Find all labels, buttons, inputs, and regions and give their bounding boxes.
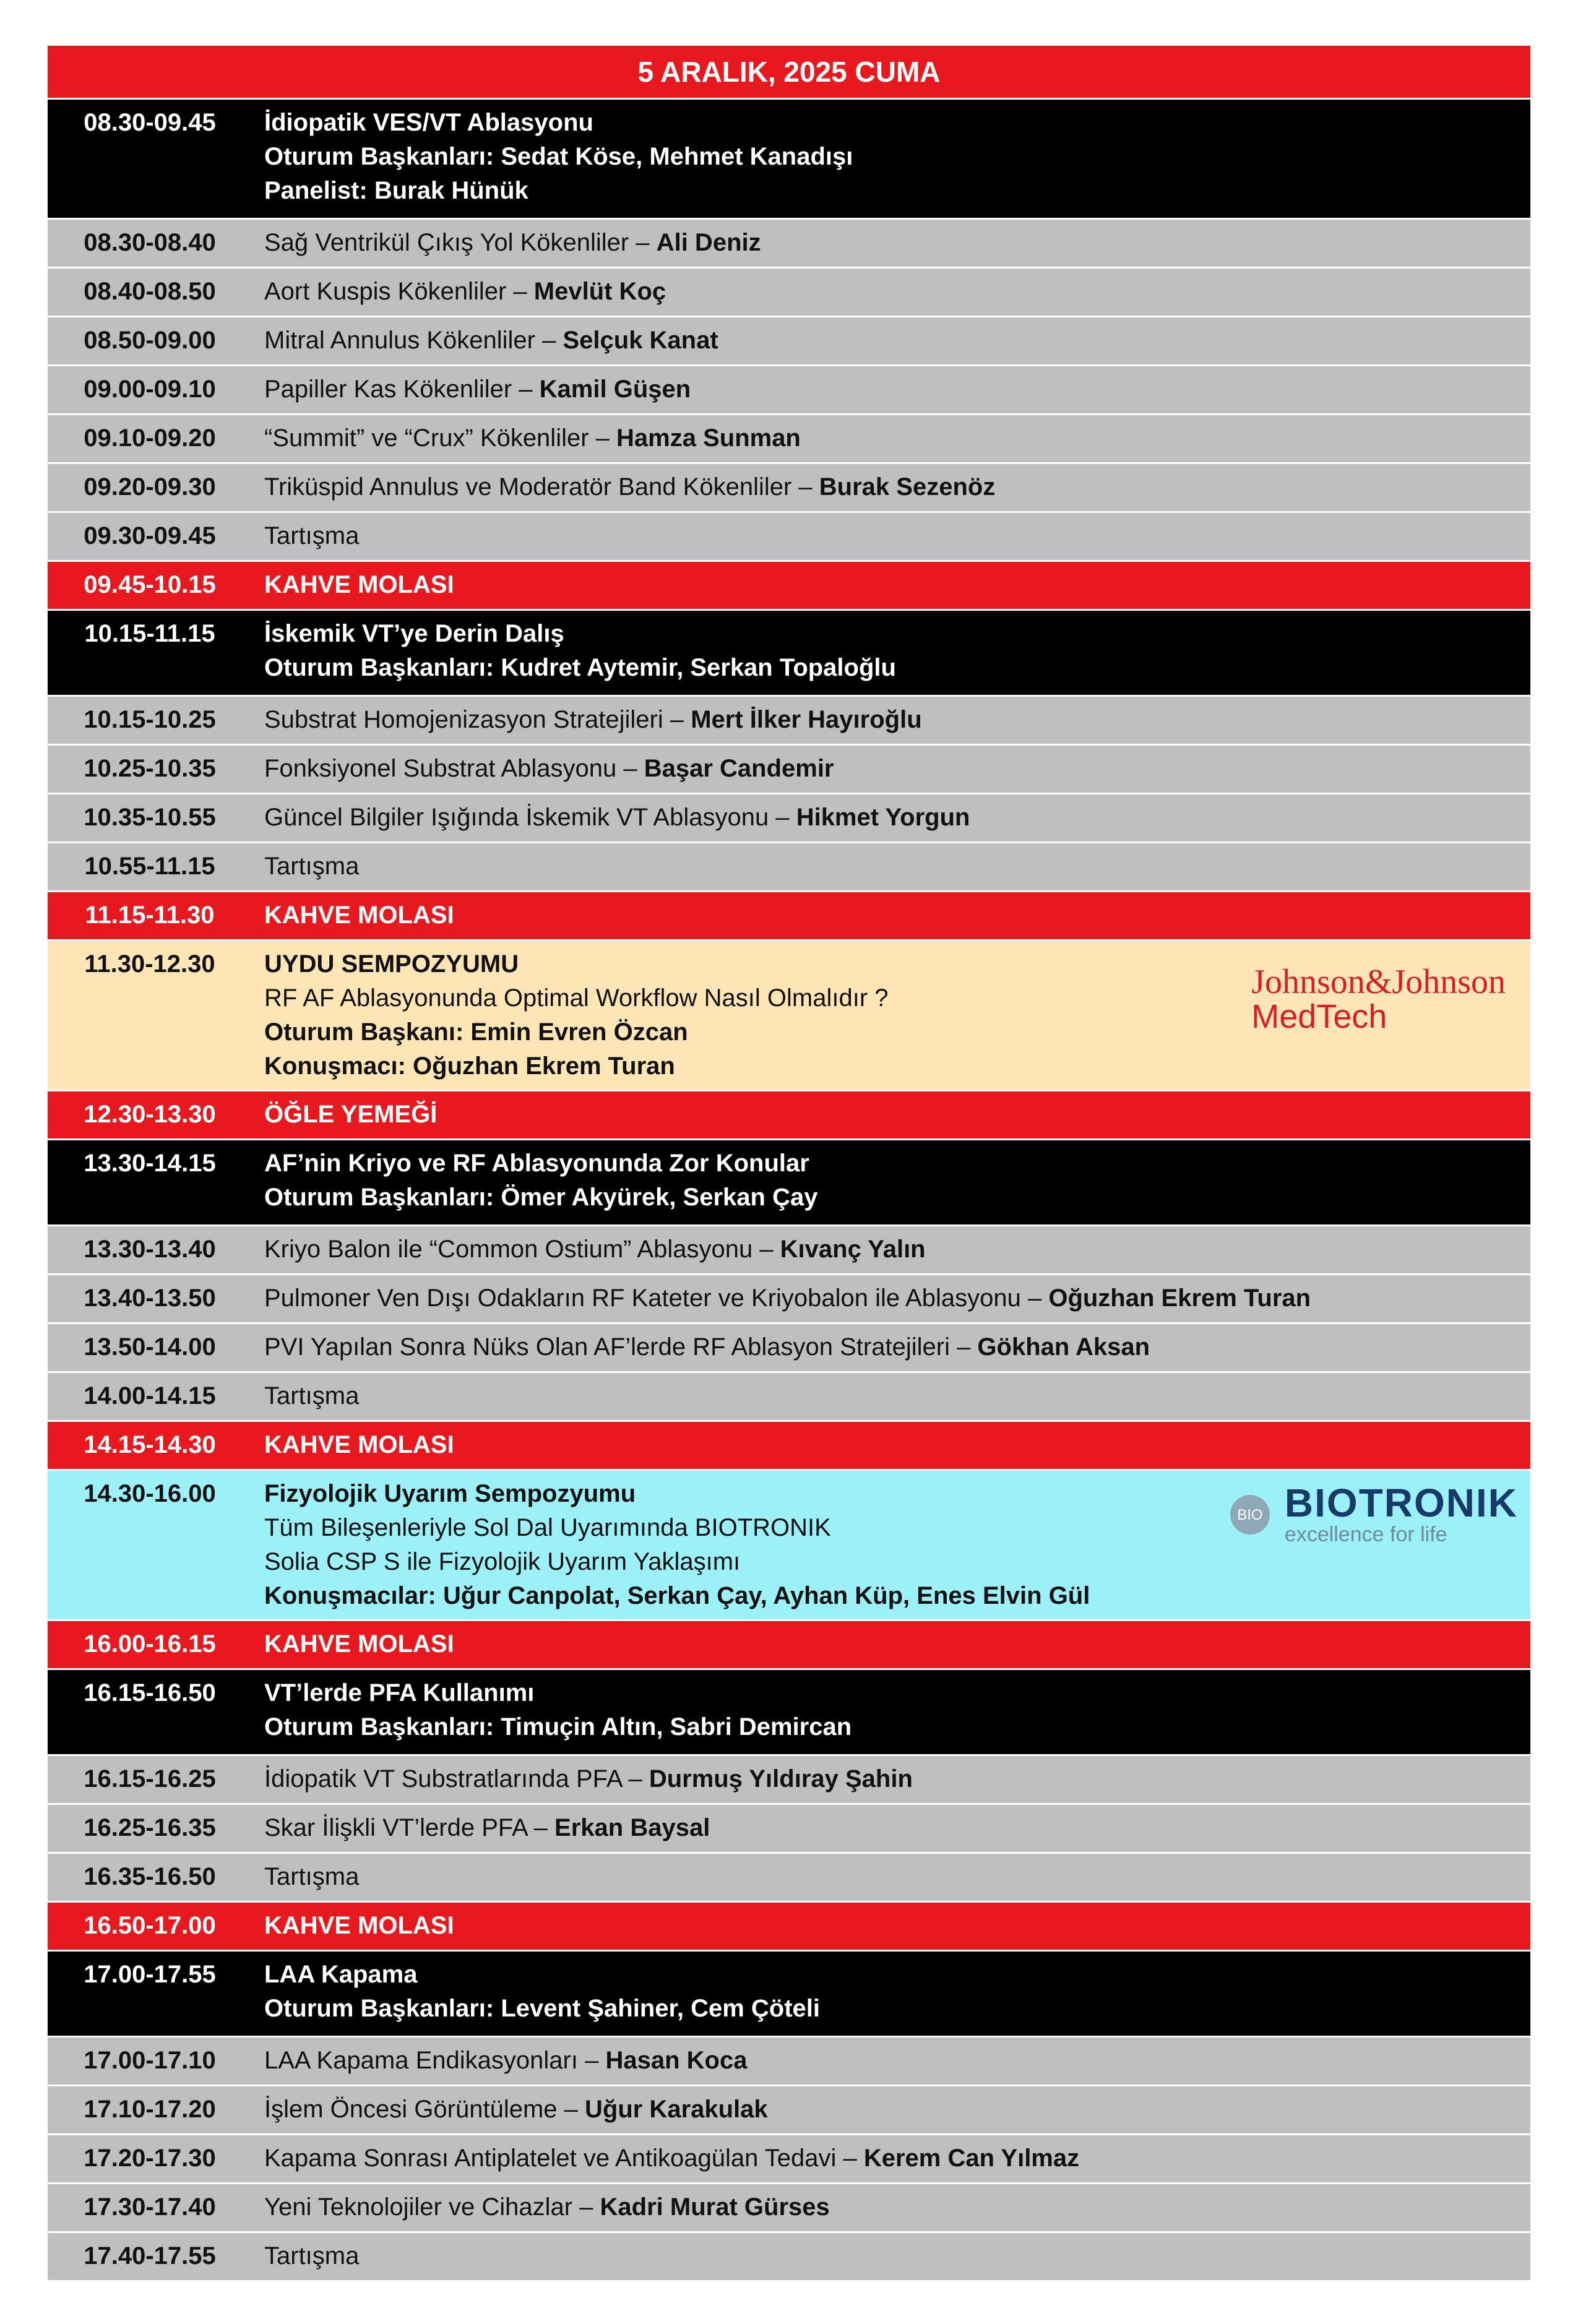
time-slot: 11.30-12.30 xyxy=(84,950,215,978)
talk-row xyxy=(48,697,1530,746)
session-content xyxy=(252,100,1530,218)
content-line xyxy=(264,1860,1530,1894)
text: Güncel Bilgiler Işığında İskemik VT Ablasyonu – xyxy=(264,804,796,831)
time-slot: 09.00-09.10 xyxy=(84,376,216,403)
content-line xyxy=(264,226,1530,260)
content-line xyxy=(264,1147,1530,1181)
session-row xyxy=(48,1471,1530,1621)
bold-text: Oturum Başkanı: Emin Evren Özcan xyxy=(264,1018,688,1046)
time-slot: 10.55-11.15 xyxy=(84,853,215,880)
text: Tartışma xyxy=(264,522,360,549)
biotronik-logo xyxy=(1230,1483,1518,1546)
text: Pulmoner Ven Dışı Odakların RF Kateter ve Kriyobalon ile Ablasyonu – xyxy=(264,1285,1049,1312)
text: Tüm Bileşenleriyle Sol Dal Uyarımında BIOTRONIK xyxy=(264,1514,831,1541)
content-line xyxy=(264,421,1530,455)
time-slot: 16.15-16.25 xyxy=(84,1765,216,1792)
time-slot: 14.15-14.30 xyxy=(84,1431,216,1458)
content-line xyxy=(264,1545,1530,1579)
talk-row xyxy=(48,415,1530,464)
content-line xyxy=(264,1049,1530,1083)
content-line xyxy=(264,1181,1530,1215)
bold-text: Uğur Karakulak xyxy=(585,2096,768,2123)
content-line xyxy=(264,1762,1530,1796)
session-content xyxy=(252,366,1530,413)
text: Mitral Annulus Kökenliler – xyxy=(264,327,563,354)
content-line xyxy=(264,1811,1530,1845)
bold-text: Burak Sezenöz xyxy=(819,473,996,501)
talk-row xyxy=(48,746,1530,794)
content-line xyxy=(264,2093,1530,2127)
time-slot: 09.45-10.15 xyxy=(84,571,216,598)
bold-text: Oğuzhan Ekrem Turan xyxy=(1048,1285,1311,1312)
day-title: 5 ARALIK, 2025 CUMA xyxy=(48,46,1530,100)
session-content xyxy=(252,1854,1530,1901)
content-line xyxy=(264,1958,1530,1992)
break-row xyxy=(48,1422,1530,1471)
talk-row xyxy=(48,1756,1530,1805)
bold-text: Kamil Güşen xyxy=(539,376,691,403)
bold-text: Konuşmacılar: Uğur Canpolat, Serkan Çay, Ayhan Küp, Enes Elvin Gül xyxy=(264,1582,1090,1609)
content-line xyxy=(264,140,1530,174)
content-line xyxy=(264,2239,1530,2273)
session-content xyxy=(252,464,1530,511)
talk-row xyxy=(48,2233,1530,2282)
time-slot: 13.30-13.40 xyxy=(84,1236,216,1263)
time-slot: 10.15-10.25 xyxy=(84,706,216,733)
bold-text: KAHVE MOLASI xyxy=(264,1630,454,1658)
time-slot: 16.00-16.15 xyxy=(84,1630,216,1658)
time-slot: 10.25-10.35 xyxy=(84,755,216,782)
content-line xyxy=(264,801,1530,835)
bold-text: KAHVE MOLASI xyxy=(264,902,454,929)
bold-text: Ali Deniz xyxy=(656,229,761,256)
talk-row xyxy=(48,1373,1530,1422)
bold-text: Erkan Baysal xyxy=(554,1814,710,1841)
bold-text: Oturum Başkanları: Sedat Köse, Mehmet Kanadışı xyxy=(264,143,853,170)
session-content xyxy=(252,2038,1530,2085)
talk-row xyxy=(48,464,1530,513)
session-row xyxy=(48,100,1530,220)
session-content xyxy=(252,1275,1530,1322)
bold-text: AF’nin Kriyo ve RF Ablasyonunda Zor Konular xyxy=(264,1150,809,1177)
content-line xyxy=(264,617,1530,651)
content-line xyxy=(264,1379,1530,1413)
talk-row xyxy=(48,1805,1530,1854)
content-line xyxy=(264,2190,1530,2224)
program-schedule xyxy=(48,46,1530,2282)
time-slot: 10.15-11.15 xyxy=(84,620,215,647)
logo-brand-text: Johnson&Johnson xyxy=(1251,963,1506,1001)
text: LAA Kapama Endikasyonları – xyxy=(264,2047,606,2074)
talk-row xyxy=(48,794,1530,843)
bold-text: Mevlüt Koç xyxy=(533,278,666,305)
bold-text: Kerem Can Yılmaz xyxy=(863,2145,1080,2172)
logo-brand-text: BIOTRONIK xyxy=(1284,1481,1518,1525)
content-line xyxy=(264,1676,1530,1710)
session-content xyxy=(252,1805,1530,1852)
time-slot: 13.40-13.50 xyxy=(84,1285,216,1312)
content-line xyxy=(264,1233,1530,1267)
content-line xyxy=(264,1281,1530,1315)
time-slot: 17.00-17.10 xyxy=(84,2047,216,2074)
content-line xyxy=(264,1428,1530,1462)
session-content xyxy=(252,2135,1530,2182)
bold-text: KAHVE MOLASI xyxy=(264,1431,454,1458)
time-slot: 14.30-16.00 xyxy=(84,1480,216,1507)
bold-text: Kıvanç Yalın xyxy=(780,1236,926,1263)
session-content xyxy=(252,1621,1530,1668)
session-content xyxy=(252,1952,1530,2036)
text: İdiopatik VT Substratlarında PFA – xyxy=(264,1765,649,1792)
logo-division-text: MedTech xyxy=(1251,998,1387,1035)
session-content xyxy=(252,1670,1530,1754)
time-slot: 13.30-14.15 xyxy=(84,1150,216,1177)
break-row xyxy=(48,1903,1530,1952)
bold-text: Hikmet Yorgun xyxy=(796,804,970,831)
content-line xyxy=(264,1909,1530,1943)
time-slot: 17.30-17.40 xyxy=(84,2193,216,2221)
content-line xyxy=(264,568,1530,602)
session-row xyxy=(48,1140,1530,1226)
session-content xyxy=(252,1091,1530,1138)
schedule-rows xyxy=(48,100,1530,2282)
talk-row xyxy=(48,843,1530,892)
session-content xyxy=(252,1756,1530,1803)
content-line xyxy=(264,1579,1530,1613)
session-content xyxy=(252,1373,1530,1420)
bold-text: VT’lerde PFA Kullanımı xyxy=(264,1679,535,1706)
bold-text: Hamza Sunman xyxy=(616,424,801,452)
text: Yeni Teknolojiler ve Cihazlar – xyxy=(264,2193,600,2221)
session-content xyxy=(252,2086,1530,2133)
session-content xyxy=(252,1471,1530,1619)
text: Triküspid Annulus ve Moderatör Band Kökenliler – xyxy=(264,473,819,501)
session-content xyxy=(252,746,1530,793)
talk-row xyxy=(48,2038,1530,2086)
time-slot: 11.15-11.30 xyxy=(85,902,215,929)
text: Kriyo Balon ile “Common Ostium” Ablasyonu – xyxy=(264,1236,780,1263)
content-line xyxy=(264,372,1530,407)
content-line xyxy=(264,174,1530,208)
time-slot: 16.25-16.35 xyxy=(84,1814,216,1841)
talk-row xyxy=(48,1226,1530,1275)
session-content xyxy=(252,2184,1530,2231)
bold-text: Oturum Başkanları: Ömer Akyürek, Serkan Çay xyxy=(264,1184,818,1211)
text: Aort Kuspis Kökenliler – xyxy=(264,278,534,305)
text: Tartışma xyxy=(264,853,360,880)
text: Tartışma xyxy=(264,2242,360,2270)
session-content xyxy=(252,1226,1530,1273)
bold-text: Selçuk Kanat xyxy=(563,327,718,354)
text: PVI Yapılan Sonra Nüks Olan AF’lerde RF Ablasyon Stratejileri – xyxy=(264,1333,978,1361)
bold-text: Oturum Başkanları: Timuçin Altın, Sabri Demircan xyxy=(264,1713,852,1741)
time-slot: 16.35-16.50 xyxy=(84,1863,216,1890)
session-content xyxy=(252,2233,1530,2280)
session-content xyxy=(252,843,1530,890)
talk-row xyxy=(48,1275,1530,1324)
biotronik-emblem-icon: BIO xyxy=(1230,1495,1270,1534)
time-slot: 09.30-09.45 xyxy=(84,522,216,549)
time-slot: 17.20-17.30 xyxy=(84,2145,216,2172)
break-row xyxy=(48,562,1530,611)
session-content xyxy=(252,1324,1530,1371)
bold-text: Fizyolojik Uyarım Sempozyumu xyxy=(264,1480,636,1507)
session-content xyxy=(252,220,1530,267)
time-slot: 09.10-09.20 xyxy=(84,424,216,452)
time-slot: 16.50-17.00 xyxy=(84,1912,216,1939)
session-content xyxy=(252,1903,1530,1950)
johnson-johnson-medtech-logo xyxy=(1251,965,1506,1034)
session-content xyxy=(252,1422,1530,1469)
talk-row xyxy=(48,2135,1530,2184)
bold-text: UYDU SEMPOZYUMU xyxy=(264,950,519,978)
break-row xyxy=(48,892,1530,941)
content-line xyxy=(264,898,1530,932)
text: İşlem Öncesi Görüntüleme – xyxy=(264,2096,585,2123)
session-content xyxy=(252,317,1530,364)
content-line xyxy=(264,703,1530,737)
time-slot: 08.40-08.50 xyxy=(84,278,216,305)
bold-text: KAHVE MOLASI xyxy=(264,1912,454,1939)
talk-row xyxy=(48,2184,1530,2233)
text: Skar İlişkli VT’lerde PFA – xyxy=(264,1814,555,1841)
content-line xyxy=(264,1992,1530,2026)
content-line xyxy=(264,2044,1530,2078)
bold-text: ÖĞLE YEMEĞİ xyxy=(264,1101,438,1128)
text: Kapama Sonrası Antiplatelet ve Antikoagülan Tedavi – xyxy=(264,2145,864,2172)
talk-row xyxy=(48,1854,1530,1903)
bold-text: Başar Candemir xyxy=(644,755,834,782)
talk-row xyxy=(48,2086,1530,2135)
session-content xyxy=(252,562,1530,609)
break-row xyxy=(48,1621,1530,1670)
time-slot: 17.40-17.55 xyxy=(84,2242,216,2270)
bold-text: KAHVE MOLASI xyxy=(264,571,454,598)
session-row xyxy=(48,611,1530,697)
bold-text: Panelist: Burak Hünük xyxy=(264,177,528,204)
time-slot: 08.30-09.45 xyxy=(84,109,216,136)
time-slot: 08.50-09.00 xyxy=(84,327,216,354)
text: Fonksiyonel Substrat Ablasyonu – xyxy=(264,755,644,782)
talk-row xyxy=(48,1324,1530,1373)
bold-text: İdiopatik VES/VT Ablasyonu xyxy=(264,109,593,136)
text: Sağ Ventrikül Çıkış Yol Kökenliler – xyxy=(264,229,657,256)
time-slot: 17.00-17.55 xyxy=(84,1961,216,1988)
bold-text: Oturum Başkanları: Levent Şahiner, Cem Çöteli xyxy=(264,1995,821,2022)
time-slot: 08.30-08.40 xyxy=(84,229,216,256)
session-content xyxy=(252,1140,1530,1224)
content-line xyxy=(264,275,1530,309)
bold-text: İskemik VT’ye Derin Dalış xyxy=(264,620,564,647)
content-line xyxy=(264,106,1530,140)
text: Solia CSP S ile Fizyolojik Uyarım Yaklaşımı xyxy=(264,1548,741,1575)
logo-tagline: excellence for life xyxy=(1284,1523,1447,1546)
text: Papiller Kas Kökenliler – xyxy=(264,376,540,403)
session-content xyxy=(252,513,1530,560)
break-row xyxy=(48,1091,1530,1140)
bold-text: Oturum Başkanları: Kudret Aytemir, Serkan Topaloğlu xyxy=(264,654,896,681)
session-content xyxy=(252,794,1530,841)
text: RF AF Ablasyonunda Optimal Workflow Nasıl Olmalıdır ? xyxy=(264,984,889,1012)
session-content xyxy=(252,415,1530,462)
bold-text: Durmuş Yıldıray Şahin xyxy=(649,1765,913,1792)
bold-text: Kadri Murat Gürses xyxy=(600,2193,830,2221)
session-row xyxy=(48,1670,1530,1756)
content-line xyxy=(264,1330,1530,1364)
time-slot: 17.10-17.20 xyxy=(84,2096,216,2123)
talk-row xyxy=(48,317,1530,366)
session-row xyxy=(48,941,1530,1091)
bold-text: LAA Kapama xyxy=(264,1961,418,1988)
session-content xyxy=(252,269,1530,316)
content-line xyxy=(264,324,1530,358)
bold-text: Konuşmacı: Oğuzhan Ekrem Turan xyxy=(264,1052,675,1080)
session-content xyxy=(252,611,1530,695)
talk-row xyxy=(48,513,1530,562)
content-line xyxy=(264,470,1530,504)
time-slot: 09.20-09.30 xyxy=(84,473,216,501)
content-line xyxy=(264,1098,1530,1132)
bold-text: Gökhan Aksan xyxy=(977,1333,1150,1361)
session-content xyxy=(252,941,1530,1090)
content-line xyxy=(264,1627,1530,1661)
session-content xyxy=(252,892,1530,939)
talk-row xyxy=(48,366,1530,415)
time-slot: 13.50-14.00 xyxy=(84,1333,216,1361)
talk-row xyxy=(48,220,1530,269)
time-slot: 14.00-14.15 xyxy=(84,1382,216,1409)
time-slot: 16.15-16.50 xyxy=(84,1679,216,1706)
talk-row xyxy=(48,269,1530,317)
content-line xyxy=(264,850,1530,884)
content-line xyxy=(264,752,1530,786)
text: Tartışma xyxy=(264,1863,360,1890)
bold-text: Mert İlker Hayıroğlu xyxy=(691,706,922,733)
time-slot: 12.30-13.30 xyxy=(84,1101,216,1128)
session-content xyxy=(252,697,1530,744)
text: Tartışma xyxy=(264,1382,360,1409)
content-line xyxy=(264,1710,1530,1744)
bold-text: Hasan Koca xyxy=(605,2047,748,2074)
content-line xyxy=(264,519,1530,553)
content-line xyxy=(264,2141,1530,2176)
text: “Summit” ve “Crux” Kökenliler – xyxy=(264,424,617,452)
text: Substrat Homojenizasyon Stratejileri – xyxy=(264,706,691,733)
session-row xyxy=(48,1952,1530,2038)
time-slot: 10.35-10.55 xyxy=(84,804,216,831)
content-line xyxy=(264,651,1530,685)
